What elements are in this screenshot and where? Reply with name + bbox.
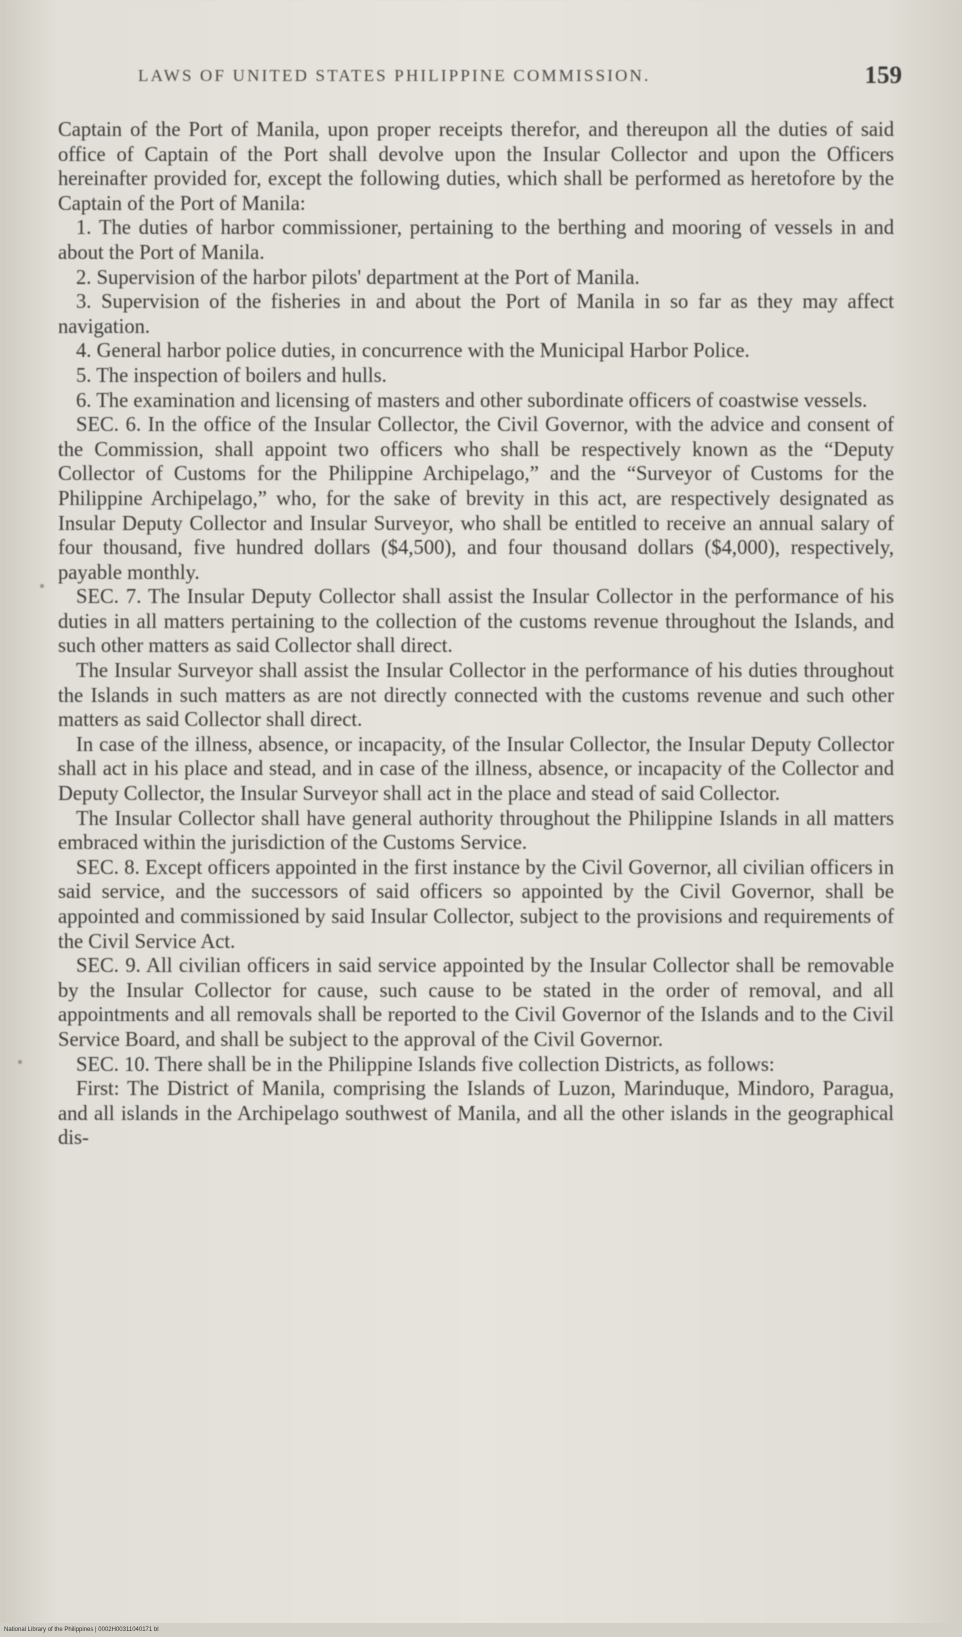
paragraph: SEC. 9. All civilian officers in said service appointed by the Insular Collector shall be removable by the Insular Collector for cause, such cause to be stated in the order of removal, and all appointments and all removals shall be reported to the Civil Governor of the Islands and to the Civil Service Board, and shall be subject to the approval of the Civil Governor. — [58, 955, 894, 1051]
paragraph: First: The District of Manila, comprising the Islands of Luzon, Marinduque, Mindoro, Paragua, and all islands in the Archipelago southwest of Manila, and all the other islands in the geographical dis- — [58, 1078, 894, 1150]
paragraph: The Insular Collector shall have general authority throughout the Philippine Islands in all matters embraced within the jurisdiction of the Customs Service. — [58, 807, 894, 855]
page-header — [60, 62, 902, 96]
margin-speck — [18, 1060, 22, 1064]
paragraph: 6. The examination and licensing of masters and other subordinate officers of coastwise vessels. — [76, 389, 868, 412]
running-head: LAWS OF UNITED STATES PHILIPPINE COMMISSION. — [138, 66, 651, 85]
paragraph: 2. Supervision of the harbor pilots' department at the Port of Manila. — [76, 266, 640, 289]
paragraph: In case of the illness, absence, or incapacity, of the Insular Collector, the Insular Deputy Collector shall act in his place and stead, and in case of the illness, absence, or incapacity of the Collector and Deputy Collector, the Insular Surveyor shall act in the place and stead of said Collector. — [58, 733, 894, 806]
body-text — [58, 118, 894, 1151]
paragraph: SEC. 8. Except officers appointed in the first instance by the Civil Governor, all civilian officers in said service, and the successors of said officers so appointed by the Civil Governor, shall be appointed and commissioned by said Insular Collector, subject to the provisions and requirements of the Civil Service Act. — [58, 856, 894, 953]
paragraph: Captain of the Port of Manila, upon proper receipts therefor, and thereupon all the duties of said office of Captain of the Port shall devolve upon the Insular Collector and upon the Officers hereinafter provided for, except the following duties, which shall be performed as heretofore by the Captain of the Port of Manila: — [58, 119, 894, 215]
margin-speck — [40, 584, 44, 588]
paragraph: 4. General harbor police duties, in concurrence with the Municipal Harbor Police. — [76, 340, 750, 363]
paragraph: SEC. 7. The Insular Deputy Collector shall assist the Insular Collector in the performance of his duties in all matters pertaining to the collection of the customs revenue throughout the Islands, and such other matters as said Collector shall direct. — [58, 586, 894, 658]
scan-source-note: National Library of the Philippines | 0002H00311040171 bl — [4, 1627, 159, 1633]
paragraph: SEC. 6. In the office of the Insular Collector, the Civil Governor, with the advice and consent of the Commission, shall appoint two officers who shall be respectively known as the “Deputy Collector of Customs for the Philippine Archipelago,” and the “Surveyor of Customs for the Philippine Archipelago,” who, for the sake of brevity in this act, are respectively designated as Insular Deputy Collector and Insular Surveyor, who shall be entitled to receive an annual salary of four thousand, five hundred dollars ($4,500), and four thousand dollars ($4,000), respectively, payable monthly. — [58, 414, 894, 584]
paragraph: SEC. 10. There shall be in the Philippine Islands five collection Districts, as follows: — [76, 1053, 775, 1076]
paragraph: The Insular Surveyor shall assist the Insular Collector in the performance of his duties throughout the Islands in such matters as are not directly connected with the customs revenue and such other matters as said Collector shall direct. — [58, 660, 894, 732]
page-number: 159 — [864, 62, 902, 89]
paragraph: 3. Supervision of the fisheries in and about the Port of Manila in so far as they may affect navigation. — [58, 291, 894, 338]
paragraph: 1. The duties of harbor commissioner, pertaining to the berthing and mooring of vessels in and about the Port of Manila. — [58, 217, 894, 264]
paragraph: 5. The inspection of boilers and hulls. — [76, 364, 387, 387]
